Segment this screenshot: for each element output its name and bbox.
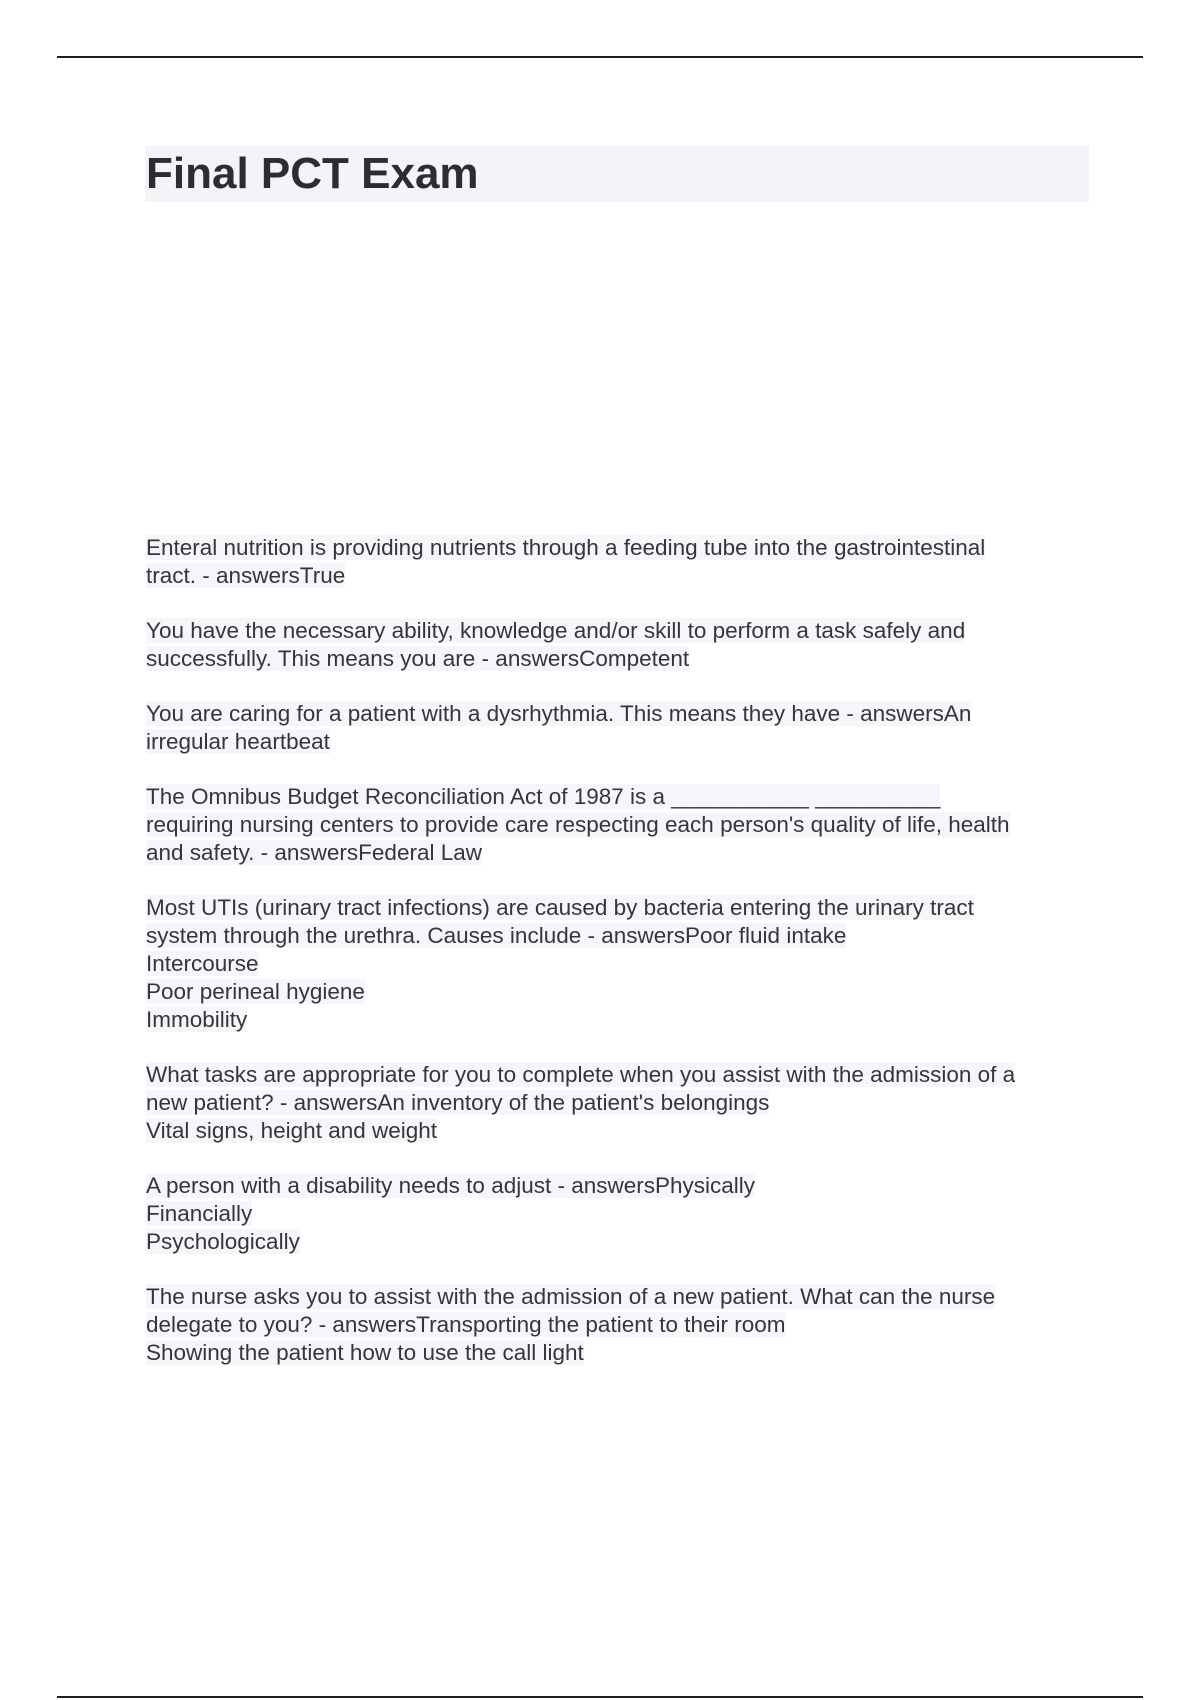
qa-line: delegate to you? - answersTransporting the patient to their room [146, 1312, 786, 1337]
qa-item [146, 700, 1096, 756]
page-title: Final PCT Exam [146, 149, 479, 198]
qa-line: system through the urethra. Causes include - answersPoor fluid intake [146, 923, 847, 948]
qa-line: Immobility [146, 1007, 248, 1032]
qa-line: and safety. - answersFederal Law [146, 840, 482, 865]
qa-item [146, 1283, 1096, 1367]
qa-line: Vital signs, height and weight [146, 1118, 438, 1143]
qa-item [146, 617, 1096, 673]
qa-item [146, 783, 1096, 867]
question-list [146, 534, 1096, 1394]
qa-item [146, 1061, 1096, 1145]
top-rule [57, 56, 1143, 58]
qa-line: Poor perineal hygiene [146, 979, 365, 1004]
qa-line: Psychologically [146, 1229, 300, 1254]
qa-item [146, 534, 1096, 590]
qa-line: requiring nursing centers to provide care respecting each person's quality of life, health [146, 812, 1010, 837]
qa-item [146, 1172, 1096, 1256]
qa-line: The Omnibus Budget Reconciliation Act of 1987 is a ___________ __________ [146, 784, 941, 809]
qa-line: Intercourse [146, 951, 259, 976]
bottom-rule [57, 1696, 1143, 1698]
qa-line: You are caring for a patient with a dysrhythmia. This means they have - answersAn [146, 701, 972, 726]
qa-line: A person with a disability needs to adjust - answersPhysically [146, 1173, 756, 1198]
qa-line: Enteral nutrition is providing nutrients through a feeding tube into the gastrointestinal [146, 535, 986, 560]
qa-line: What tasks are appropriate for you to complete when you assist with the admission of a [146, 1062, 1016, 1087]
qa-line: The nurse asks you to assist with the admission of a new patient. What can the nurse [146, 1284, 996, 1309]
qa-line: Showing the patient how to use the call light [146, 1340, 584, 1365]
qa-line: new patient? - answersAn inventory of the patient's belongings [146, 1090, 770, 1115]
qa-line: tract. - answersTrue [146, 563, 346, 588]
qa-item [146, 894, 1096, 1034]
qa-line: Financially [146, 1201, 253, 1226]
qa-line: irregular heartbeat [146, 729, 330, 754]
qa-line: Most UTIs (urinary tract infections) are caused by bacteria entering the urinary tract [146, 895, 974, 920]
qa-line: You have the necessary ability, knowledge and/or skill to perform a task safely and [146, 618, 966, 643]
qa-line: successfully. This means you are - answersCompetent [146, 646, 690, 671]
